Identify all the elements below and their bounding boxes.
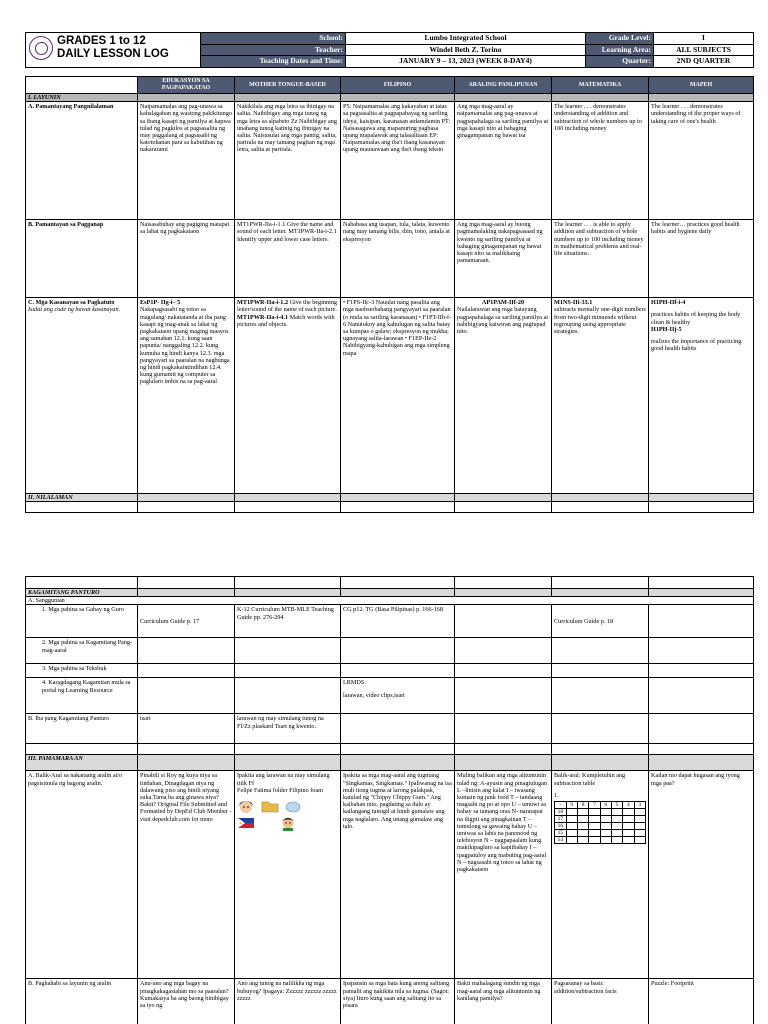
cell-b-mat: The learner . . . is able to apply addition and subtraction of whole numbers up to 100 including money in mathematical problems and real- life situations. <box>552 220 649 298</box>
cell-c-ap <box>455 298 552 494</box>
teacher-label: Teacher: <box>201 44 346 56</box>
col-header-fil: FILIPINO <box>341 77 455 94</box>
sub-head-1: 9 <box>566 802 577 809</box>
teacher-value: Windel Beth Z. Torino <box>346 44 586 56</box>
col-header-esp: EDUKASYON SA PAGPAPAKATAO <box>138 77 235 94</box>
row-label-pb: B. Paghahabi sa layunin ng aralin <box>26 979 138 1024</box>
col-header-ap: ARALING PANLIPUNAN <box>455 77 552 94</box>
section-kagamitan: KAGAMITANG PANTURO <box>26 589 138 597</box>
row-label-k1: 1. Mga pahina sa Gabay ng Guro <box>26 605 138 638</box>
row-label-k2: 2. Mga pahina sa Kagamitang Pang-mag-aaral <box>26 638 138 664</box>
cell-c-mt <box>235 298 341 494</box>
dates-value: JANUARY 9 – 13, 2023 (WEEK 8-DAY4) <box>346 56 586 68</box>
header-table <box>25 32 754 68</box>
cell-pb-mt: Ano ang tunog na nalilikha ng mga bubuyog? Ipagaya: Zzzzzz zzzzzz zzzzz zzzzz <box>235 979 341 1024</box>
school-value: Lumbo Integrated School <box>346 33 586 45</box>
col-header-blank <box>26 77 138 94</box>
cell-c-esp <box>138 298 235 494</box>
row-label-a: A. Pamantayang Pangnilalaman <box>26 102 138 220</box>
title-line1: GRADES 1 to 12 <box>57 35 146 47</box>
cell-c-ap-code: AP1PAM-IIf-20 <box>481 299 525 307</box>
sub-head-5: 5 <box>611 802 622 809</box>
cell-a-fil: P5: Naipamamalas ang kakayahan at tatas sa pagsasalita at pagpapahayag ng sariling ideya, kaisipan, karanasan atdamdamin PT: Naisasagawa ang mapanuring pagbasa upang mapalawak ang talasalitaan EP: Naipamamalas ang iba't ibang kasanayan upang maunawaan ang iba't ibang teksto <box>341 102 455 220</box>
cell-b-ap: Ang mga mag-aaral ay buong pagmamalaking nakapagsasaad ng kwento ng sariling pamilya at bahaging ginagampanan ng bawat kasapi nito sa malikhaing pamamaraan. <box>455 220 552 298</box>
foam-icon <box>284 798 302 814</box>
cell-k1-esp: Curriculum Guide p. 17 <box>138 605 235 638</box>
cell-c-fil: • F1PS-IIc-3 Nauulat nang pasalita ang mga naobserbahang pangyayari sa paaralan (o mula sa sariling karanasan) • F1PT-IIh-f-6 Nanutukoy ang kahulugan ng salita batay sa kumpas o galaw; ekspresyon ng mukha; ugnayang salita-larawan • F1EP-IIe-2 Nabibigyang-kahulugan ang mga simpleng mapa <box>341 298 455 494</box>
cell-k4-fil-materials: larawan, video clips,tsart <box>343 691 405 699</box>
section-pamamaraan: III. PAMAMARA AN <box>26 755 138 771</box>
cell-k1-mapeh <box>649 605 754 638</box>
cell-c-mapeh-text1: practices habits of keeping the body clean & healthy <box>651 311 741 326</box>
cell-k1-fil: CG p12. TG (Basa Pilipinas) p. 166-168 <box>341 605 455 638</box>
cell-c-mapeh <box>649 298 754 494</box>
dates-label: Teaching Dates and Time: <box>201 56 346 68</box>
col-header-mt: MOTHER TONGUE-BASED <box>235 77 341 94</box>
area-value: ALL SUBJECTS <box>654 44 754 56</box>
cell-c-mat-code: M1NS-IIi-33.1 <box>554 299 593 307</box>
cell-pa-mapeh: Kailan mo dapat hugasan ang iyong mga paa? <box>649 771 754 979</box>
row-label-pa: A. Balik-Aral sa nakaraang aralin at/o pagsisimula ng bagong aralin. <box>26 771 138 979</box>
cell-pa-esp: Pinabili si Roy ng kuya niya sa tindahan, Dinagdagan niya ng dalawang piso ang binili niyang suka.Tama ba ang ginawa niya?Bakit? Original File Submitted and Formatted by DepEd Club Member - visit depedclub.com for more <box>138 771 235 979</box>
cell-pb-mat: Pagsasanay sa basic addition/subtraction facts <box>552 979 649 1024</box>
row-label-c-sub: Isulat ang code ng bawat kasanayan. <box>28 306 121 314</box>
cell-c-mt-text1: Give the beginning letter/sound of the name of each picture. <box>237 299 338 314</box>
cell-c-mapeh-code1: H1PH-IIf-i-4 <box>651 299 686 307</box>
cell-pa-ap: Muling balikan ang mga alituntunin tulad ng: A-ayusin ang pinagtulugan L –linisin ang kalat I – iwasang kumain ng junk food T – tandaang magsabi ng po at opo U – umuwi sa bahay sa tamang oras N- nararapat na iligpit ang pinagkainan T – tumulong sa gawaing bahay U – umiwas sa labis na panonood ng telebisyon N – nagpapaalam kung makikipaglaro sa kapitbahay I – ipagpatuloy ang mabuting pag-aaral N – nagsasabi ng totoo sa lahat ng pagkakataon <box>455 771 552 979</box>
sub-head-6: 4 <box>623 802 634 809</box>
sub-row-0: 18 <box>555 809 567 816</box>
cell-a-mat: The learner . . . demonstrates understanding of addition and subtraction of whole numbers up to 100 including money <box>552 102 649 220</box>
row-label-c-title: C. Mga Kasanayan sa Pagkatuto <box>28 299 115 307</box>
cell-c-esp-code: EsP1P- IIg-i– 5 <box>140 299 181 307</box>
cell-pa-fil: Ipakita sa mga mag-aaral ang tugmang "Singkamas, Singkamas." Ipaliwanag na isa muli itong tugma at larong palakpak, katulad ng "Chippy Chippy Gum." Ang kaibahan nito, pagdating sa dulo ay kailangang tumigil at hindi gumalaw ang mga naglalaro. Ang unang gumalaw ang talo. <box>341 771 455 979</box>
area-label: Learning Area: <box>586 44 654 56</box>
section-layunin: I. LAYUNIN <box>26 94 138 102</box>
section-nilalaman: II. NILALAMAN <box>26 494 138 502</box>
cell-a-mapeh: The learner . . . demonstrates understanding of the proper ways of taking care of one's health <box>649 102 754 220</box>
subtraction-table <box>554 801 646 844</box>
cell-pa-mt-names: Felipe Fatima folder Filipino foam <box>237 786 323 794</box>
header-logo-cell <box>26 33 201 68</box>
col-header-mat: MATEMATIKA <box>552 77 649 94</box>
cell-k1-mt: K-12 Curriculum MTB-MLE Teaching Guide pp. 276-294 <box>235 605 341 638</box>
sub-row-3: 15 <box>555 830 567 837</box>
row-label-k3: 3. Mga pahina sa Teksbuk <box>26 664 138 678</box>
cell-b-fil: Nababasa ang usapan, tula, talata, kuwento nang may tamang bilis, diin, tono, antala at ekspresyon <box>341 220 455 298</box>
row-label-k4: 4. Karagdagang Kagamitan mula sa portal ng Learning Resource <box>26 678 138 714</box>
cell-pa-mt <box>235 771 341 979</box>
sub-row-2: 16 <box>555 823 567 830</box>
cell-pa-mt-text: Ipakita ang larawan na may simulang titik Ff <box>237 772 330 787</box>
cell-c-esp-text: Nakapagsasabi ng totoo sa magulang/ nakatatanda at iba pang kasapi ng mag-anak sa lahat ng pagkakataon upang maging maayos ang samahan 12.1. kung saan papunta/ nanggaling 12.2. kung kumuha ng hindi kanya 12.3. mga pangyayari sa paaralan na nagbunga ng hindi pagkakaintindihan 12.4. kung gumamit ng computer sa paglalaro imbis na sa pag-aaral <box>140 306 230 386</box>
cell-kb-mapeh <box>649 714 754 744</box>
grade-value: I <box>654 33 754 45</box>
materials-procedure-table <box>25 576 754 1024</box>
cell-pa-mat <box>552 771 649 979</box>
cell-c-mt-code1: MT1PWR-IIa-i-1.2 <box>237 299 289 307</box>
quarter-value: 2ND QUARTER <box>654 56 754 68</box>
cell-a-mt: Nakikilala ang mga letra sa ibinigay na salita. Naibibigay ang mga tunog ng mga letra sa alpabeto Zz Naibibigay ang unahang tunog katinig ng ibinigay na salita. Naisusulat ang mga pantig, salita, parirala na may tamang pagitan ng mga letra, salita at parirala. <box>235 102 341 220</box>
sub-head-2: 8 <box>577 802 588 809</box>
cell-a-esp: Naipamamalas ang pag-unawa sa kahalagahan ng wastong pakikitungo sa ibang kasapi ng pamilya at kapwa tulad ng pagkilos at pagsasalita ng may paggalang at pagsasabi ng katotohanan para sa kabutihan ng nakararami <box>138 102 235 220</box>
row-label-kb: B. Iba pang Kagamitang Panturo <box>26 714 138 744</box>
cell-kb-ap <box>455 714 552 744</box>
cell-pb-esp: Anu-ano ang mga bagay na pinagkakagastahan mo sa paaralan? Kumakasya ba ang baong binibigay sa iyo ng <box>138 979 235 1024</box>
quarter-label: Quarter: <box>586 56 654 68</box>
cell-a-ap: Ang mga mag-aaral ay naipamamalas ang pag-unawa at pagpapahalaga sa sariling pamilya at mga kasapi nito at bahaging ginagampanan ng bawat isa <box>455 102 552 220</box>
cell-c-mapeh-code2: H1PH-IIj-5 <box>651 325 682 333</box>
title-line2: DAILY LESSON LOG <box>57 48 169 60</box>
folder-icon <box>261 798 279 814</box>
cell-c-mt-code2: MT1PWR-IIa-i-4.1 <box>237 313 289 321</box>
sub-head-7: 3 <box>634 802 645 809</box>
cell-b-mapeh: The learner… practices good health habits and hygiene daily <box>649 220 754 298</box>
sub-row-4: 14 <box>555 837 567 844</box>
sub-head-3: 7 <box>589 802 600 809</box>
deped-seal-icon <box>29 36 53 60</box>
cell-c-mat-text: subtracts mentally one-digit numbers from two-digit minuends without regrouping using appropriate strategies. <box>554 306 646 336</box>
row-label-b: B. Pamantayan sa Pagganap <box>26 220 138 298</box>
row-label-sanggunian: A. Sanggunian <box>26 597 754 605</box>
school-label: School: <box>201 33 346 45</box>
girl-face-icon <box>237 798 255 814</box>
col-header-mapeh: MAPEH <box>649 77 754 94</box>
boy-face-icon <box>279 815 297 831</box>
grade-label: Grade Level: <box>586 33 654 45</box>
cell-c-mapeh-text2: realizes the importance of practicing good health habits <box>651 338 742 353</box>
cell-pb-mapeh: Puzzle: Footprint <box>649 979 754 1024</box>
sub-row-1: 17 <box>555 816 567 823</box>
sub-head-0: - <box>555 802 567 809</box>
cell-kb-fil <box>341 714 455 744</box>
cell-kb-mat <box>552 714 649 744</box>
cell-kb-esp: tsart <box>138 714 235 744</box>
cell-pa-mat-num: 1. <box>554 791 559 799</box>
cell-c-mt-text2: Match words with pictures and objects. <box>237 313 335 328</box>
cell-k1-mat: Curriculum Guide p. 18 <box>552 605 649 638</box>
cell-k1-ap <box>455 605 552 638</box>
cell-c-ap-text: Nailalarawan ang mga batayang pagpapahalaga sa sariling pamilya at nabibigyang katwiran ang pagtupad nito. <box>457 306 549 336</box>
cell-k4-fil <box>341 678 455 714</box>
sub-head-4: 6 <box>600 802 611 809</box>
objectives-table <box>25 76 754 513</box>
cell-pb-fil: Ipapansin sa mga bata kung anong salitang pamalit ang nakikita nila sa tugma. (Sagot: siya) Ituro kung saan ang salitang ito sa pisara <box>341 979 455 1024</box>
cell-c-mat <box>552 298 649 494</box>
cell-k4-fil-lrmds: LRMDS <box>343 679 365 687</box>
cell-b-esp: Naisasabuhay ang pagiging matapat sa lahat ng pagkakataon <box>138 220 235 298</box>
filipino-flag-icon <box>237 815 255 831</box>
row-label-c <box>26 298 138 494</box>
cell-pb-ap: Bakit mahalagang sundin ng mga mag-aaral ang mga alituntunin ng kanilang pamilya? <box>455 979 552 1024</box>
cell-kb-mt: larawan ng may simulang tunog na Ff/Zz plaskard Tsart ng kwento. <box>235 714 341 744</box>
cell-b-mt: MT1PWR-IIa-i-1.1 Give the name and sound of each letter. MT1PWR-IIa-i-2.1 Identify upper and lower case letters. <box>235 220 341 298</box>
cell-pa-mat-title: Balik-aral: Kumpletuhin ang subtraction table <box>554 772 626 787</box>
